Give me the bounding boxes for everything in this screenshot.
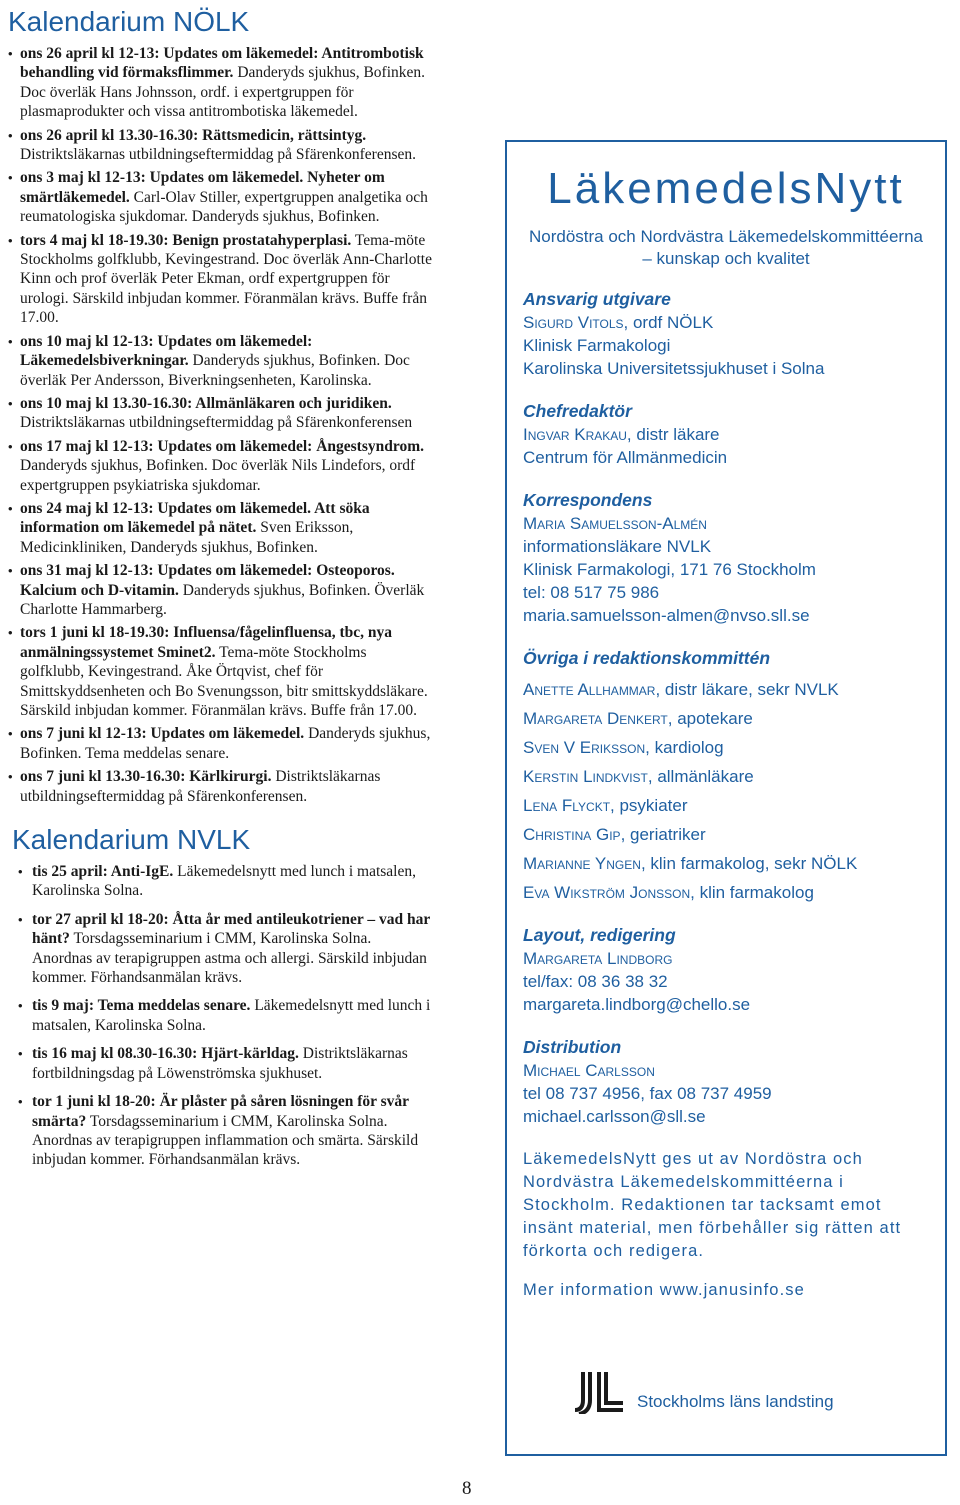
committee-member [523, 823, 929, 846]
event-title: tor 1 juni kl 18-20: Är plåster på såren lösningen för svår smärta? [32, 1093, 409, 1130]
event-item [10, 862, 434, 901]
event-item [10, 1044, 434, 1083]
subtitle-line: – kunskap och kvalitet [642, 249, 810, 268]
committee-list [523, 678, 929, 904]
event-title: tis 16 maj kl 08.30-16.30: Hjärt-kärldag. [32, 1045, 299, 1063]
person-name: Sven V Eriksson [523, 738, 646, 757]
event-title: ons 26 april kl 12-13: Updates om läkemedel: Antitrombotisk behandling vid förmaksflimmer. [20, 45, 424, 82]
person-name: Maria Samuelsson-Almén [523, 514, 707, 533]
committee-member [523, 852, 929, 875]
event-details: Carl-Olav Stiller, expertgruppen analgetika och reumatologiska sjukdomar. Danderyds sjukhus, Bofinken. [20, 188, 428, 226]
person-name: Kerstin Lindkvist [523, 767, 648, 786]
section-title: Ansvarig utgivare [523, 289, 671, 309]
org-line: Klinisk Farmakologi [523, 336, 671, 355]
correspondent-section [523, 489, 929, 627]
nvlk-event-list [8, 862, 434, 1170]
committee-member [523, 794, 929, 817]
section-title: Korrespondens [523, 490, 653, 510]
person-name: Christina Gip [523, 825, 621, 844]
layout-section [523, 924, 929, 1016]
event-item [8, 231, 434, 328]
event-item [8, 126, 434, 165]
phone-line: tel: 08 517 75 986 [523, 583, 660, 602]
section-title: Distribution [523, 1037, 622, 1057]
event-item [8, 394, 434, 433]
committee-member [523, 707, 929, 730]
publisher-line [523, 311, 929, 334]
person-name: Marianne Yngen [523, 854, 641, 873]
event-item [10, 910, 434, 988]
org-line: Karolinska Universitetssjukhuset i Solna [523, 359, 825, 378]
masthead-sections [507, 288, 945, 1302]
event-item [8, 499, 434, 557]
event-details: Torsdagsseminarium i CMM, Karolinska Solna. Anordnas av terapigruppen astma och allergi. Särskild inbjudan kommer. Förhandsanmälan krävs. [32, 930, 427, 987]
person-role: , allmänläkare [647, 767, 754, 786]
address-line: Klinisk Farmakologi, 171 76 Stockholm [523, 560, 816, 579]
event-details: Danderyds sjukhus, Bofinken. Överläk Charlotte Hammarberg. [20, 581, 425, 618]
org-line: Centrum för Allmänmedicin [523, 448, 728, 467]
event-item [8, 724, 434, 763]
email-link[interactable]: michael.carlsson@sll.se [523, 1107, 706, 1126]
event-title: tis 25 april: Anti-IgE. [32, 863, 174, 881]
event-item [8, 767, 434, 806]
event-title: ons 31 maj kl 12-13: Updates om läkemedel: Osteoporos. Kalcium och D-vitamin. [20, 562, 395, 599]
event-title: ons 3 maj kl 12-13: Updates om läkemedel. Nyheter om smärtläkemedel. [20, 169, 385, 206]
event-details: Danderyds sjukhus, Bofinken. Tema meddelas senare. [20, 725, 431, 762]
person-name: Eva Wikström Jonsson [523, 883, 691, 902]
person-role: , geriatriker [620, 825, 706, 844]
person-name: Lena Flyckt [523, 796, 611, 815]
event-title: ons 7 juni kl 12-13: Updates om läkemedel. [20, 725, 305, 743]
event-item [10, 996, 434, 1035]
distribution-section [523, 1036, 929, 1128]
magazine-subtitle [507, 226, 945, 270]
editor-section [523, 400, 929, 469]
event-title: ons 17 maj kl 12-13: Updates om läkemedel: Ångestsyndrom. [20, 437, 425, 455]
publisher-section [523, 288, 929, 380]
masthead-box [505, 140, 947, 1456]
committee-member [523, 881, 929, 904]
editor-line [523, 423, 929, 446]
person-role: , klin farmakolog, sekr NÖLK [640, 854, 858, 873]
sll-logo-icon [575, 1370, 623, 1414]
phone-line: tel 08 737 4956, fax 08 737 4959 [523, 1084, 772, 1103]
event-details: Distriktsläkarnas utbildningseftermiddag på Sfärenkonferensen. [20, 146, 416, 164]
phone-line: tel/fax: 08 36 38 32 [523, 972, 668, 991]
section-title: Övriga i redaktionskommittén [523, 648, 771, 668]
event-details: Danderyds sjukhus, Bofinken. Doc överläk Per Andersson, Biverkningsenheten, Karolinska. [20, 352, 410, 389]
committee-member [523, 736, 929, 759]
event-title: ons 10 maj kl 13.30-16.30: Allmänläkaren och juridiken. [20, 394, 392, 412]
event-details: Läkemedelsnytt med lunch i matsalen, Karolinska Solna. [32, 997, 431, 1034]
calendar-column [8, 6, 434, 1179]
event-title: tors 1 juni kl 18-19.30: Influensa/fågelinfluensa, tbc, nya anmälningssystemet Sminet2. [20, 624, 393, 661]
person-role: , kardiolog [645, 738, 724, 757]
event-details: Danderyds sjukhus, Bofinken. Doc överläk Nils Lindefors, ordf expertgruppen psykiatriska sjukdomar. [20, 457, 416, 494]
nvlk-heading: Kalendarium NVLK [12, 824, 251, 856]
person-role: , ordf NÖLK [623, 313, 714, 332]
event-title: tis 9 maj: Tema meddelas senare. [32, 997, 251, 1015]
event-title: ons 7 juni kl 13.30-16.30: Kärlkirurgi. [20, 768, 272, 786]
event-details: Läkemedelsnytt med lunch i matsalen, Karolinska Solna. [32, 863, 416, 900]
event-details: Distriktsläkarnas utbildningseftermiddag på Sfärenkonferensen [20, 414, 413, 432]
event-item [8, 561, 434, 619]
logo-text: Stockholms läns landsting [637, 1392, 834, 1411]
person-name: Michael Carlsson [523, 1061, 655, 1080]
email-link[interactable]: margareta.lindborg@chello.se [523, 995, 751, 1014]
more-info-link[interactable]: Mer information www.janusinfo.se [523, 1281, 805, 1299]
committee-member [523, 765, 929, 788]
about-text: LäkemedelsNytt ges ut av Nordöstra och Nordvästra Läkemedelskommittéerna i Stockholm. Redaktionen tar tacksamt emot insänt material, men förbehåller sig rätten att förkorta och redigera. [523, 1150, 902, 1260]
event-item [10, 1092, 434, 1170]
person-role: informationsläkare NVLK [523, 537, 712, 556]
email-link[interactable]: maria.samuelsson-almen@nvso.sll.se [523, 606, 810, 625]
event-details: Tema-möte Stockholms golfklubb, Kevingestrand. Åke Örtqvist, chef för Smittskyddsenheten och Bo Svenungsson, bitr smittskyddsläkare. Särskild inbjudan kommer. Föranmälan krävs. Buffe från 17.00. [20, 643, 428, 719]
event-title: ons 24 maj kl 12-13: Updates om läkemedel. Att söka information om läkemedel på nätet. [20, 499, 370, 537]
person-role: , distr läkare, sekr NVLK [655, 680, 839, 699]
event-item [8, 44, 434, 122]
event-details: Distriktsläkarnas fortbildningsdag på Löwenströmska sjukhuset. [32, 1045, 408, 1082]
subtitle-line: Nordöstra och Nordvästra Läkemedelskommittéerna [528, 227, 923, 246]
person-role: , apotekare [667, 709, 753, 728]
nolk-event-list [8, 44, 434, 806]
sll-logo [575, 1370, 834, 1414]
person-name: Sigurd Vitols [523, 313, 624, 332]
magazine-title: LäkemedelsNytt [547, 164, 905, 213]
event-item [8, 623, 434, 720]
person-role: , distr läkare [626, 425, 720, 444]
event-item [8, 332, 434, 390]
person-role: , klin farmakolog [690, 883, 814, 902]
page-number: 8 [462, 1478, 472, 1499]
event-title: tor 27 april kl 18-20: Åtta år med antileukotriener – vad har hänt? [32, 910, 430, 948]
event-details: Tema-möte Stockholms golfklubb, Kevingestrand. Doc överläk Ann-Charlotte Kinn och prof överläk Peter Ekman, ordf expertgruppen för urologi. Särskild inbjudan kommer. Föranmälan krävs. Buffe från 17.00. [20, 231, 432, 327]
event-details: Sven Eriksson, Medicinkliniken, Danderyds sjukhus, Bofinken. [20, 519, 354, 556]
event-title: tors 4 maj kl 18-19.30: Benign prostatahyperplasi. [20, 231, 352, 249]
event-item [8, 437, 434, 495]
nolk-heading: Kalendarium NÖLK [8, 6, 250, 37]
person-name: Margareta Lindborg [523, 949, 673, 968]
event-item [8, 168, 434, 226]
person-name: Ingvar Krakau [523, 425, 627, 444]
event-details: Distriktsläkarnas utbildningseftermiddag på Sfärenkonferensen. [20, 768, 381, 805]
section-title: Chefredaktör [523, 401, 632, 421]
person-name: Margareta Denkert [523, 709, 668, 728]
event-title: ons 26 april kl 13.30-16.30: Rättsmedicin, rättsintyg. [20, 126, 367, 144]
person-name: Anette Allhammar [523, 680, 656, 699]
event-title: ons 10 maj kl 12-13: Updates om läkemedel: Läkemedelsbiverkningar. [20, 332, 313, 370]
event-details: Torsdagsseminarium i CMM, Karolinska Solna. Anordnas av terapigruppen inflammation och smärta. Särskild inbjudan kommer. Förhandsanmälan krävs. [32, 1112, 419, 1169]
person-role: , psykiater [610, 796, 688, 815]
event-details: Danderyds sjukhus, Bofinken. Doc överläk Hans Johnsson, ordf. i expertgruppen för plasmaprodukter och vissa antitrombotiska läkemedel. [20, 64, 426, 121]
committee-member [523, 678, 929, 701]
section-title: Layout, redigering [523, 925, 676, 945]
committee-section [523, 647, 929, 904]
